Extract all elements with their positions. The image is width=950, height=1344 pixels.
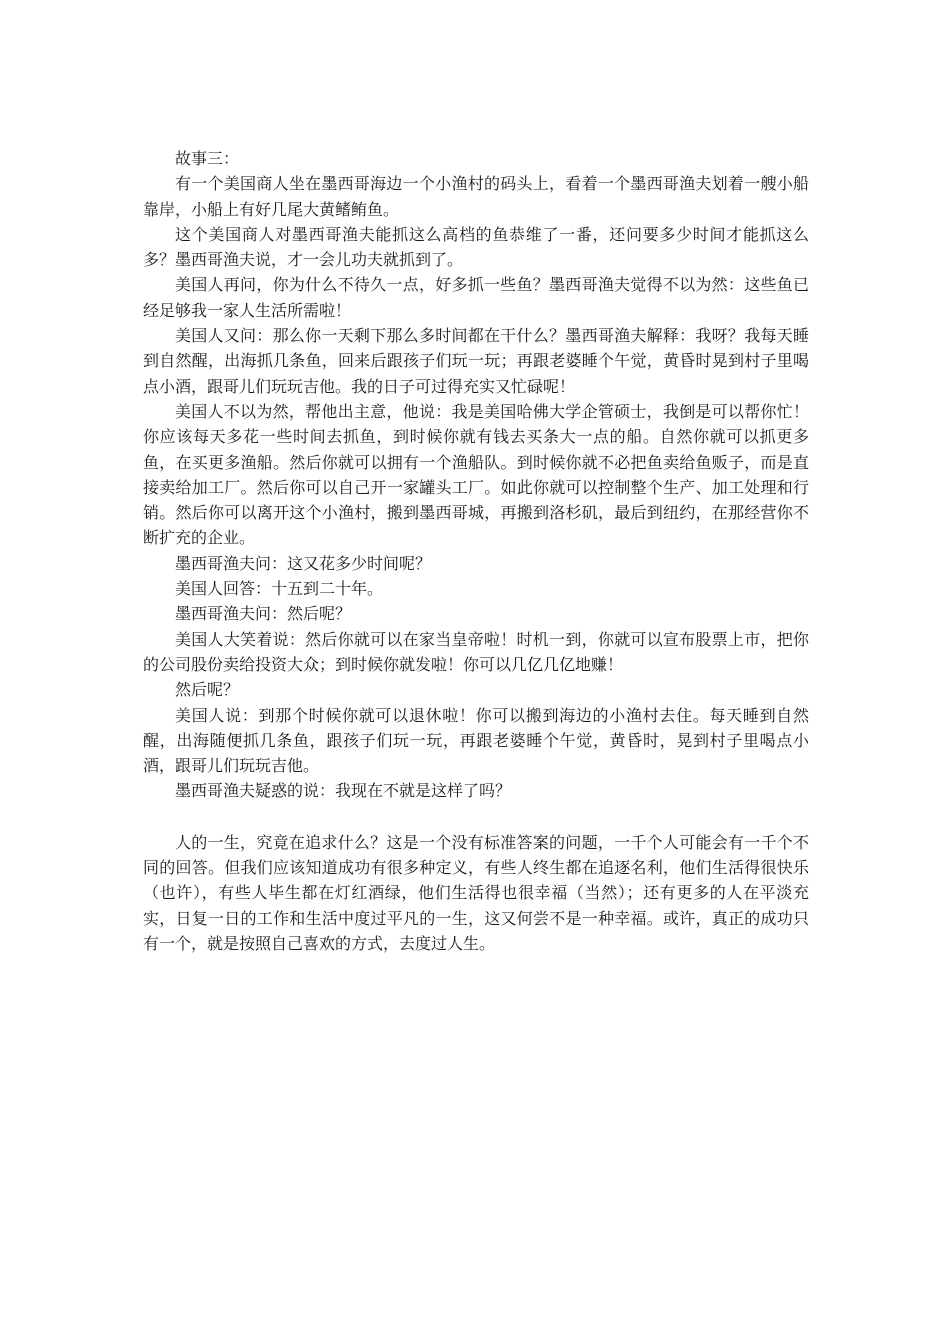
story-paragraph: 墨西哥渔夫问：这又花多少时间呢？ — [175, 553, 432, 573]
story-paragraph: 这个美国商人对墨西哥渔夫能抓这么高档的鱼恭维了一番，还问要多少时间才能抓这么多？墨西哥渔夫说，才一会儿功夫就抓到了。 — [143, 224, 809, 270]
paragraph-spacer — [143, 804, 809, 830]
story-paragraph: 美国人大笑着说：然后你就可以在家当皇帝啦！时机一到，你就可以宣布股票上市，把你的公司股份卖给投资大众；到时候你就发啦！你可以几亿几亿地赚！ — [143, 629, 809, 674]
story-paragraph: 美国人回答：十五到二十年。 — [175, 579, 384, 599]
story-paragraph: 有一个美国商人坐在墨西哥海边一个小渔村的码头上，看着一个墨西哥渔夫划着一艘小船靠岸，小船上有好几尾大黄鳍鲔鱼。 — [143, 174, 809, 219]
story-paragraph: 美国人再问，你为什么不待久一点，好多抓一些鱼？墨西哥渔夫觉得不以为然：这些鱼已经足够我一家人生活所需啦！ — [143, 275, 809, 320]
story-paragraph: 美国人说：到那个时候你就可以退休啦！你可以搬到海边的小渔村去住。每天睡到自然醒，出海随便抓几条鱼，跟孩子们玩一玩，再跟老婆睡个午觉，黄昏时，晃到村子里喝点小酒，跟哥儿们玩玩吉他。 — [143, 705, 809, 776]
story-paragraph: 美国人不以为然，帮他出主意，他说：我是美国哈佛大学企管硕士，我倒是可以帮你忙！你应该每天多花一些时间去抓鱼，到时候你就有钱去买条大一点的船。自然你就可以抓更多鱼，在买更多渔船。然后你就可以拥有一个渔船队。到时候你就不必把鱼卖给鱼贩子，而是直接卖给加工厂。然后你可以自己开一家罐头工厂。如此你就可以控制整个生产、加工处理和行销。然后你可以离开这个小渔村，搬到墨西哥城，再搬到洛杉矶，最后到纽约，在那经营你不断扩充的企业。 — [143, 401, 809, 548]
story-paragraph: 墨西哥渔夫疑惑的说：我现在不就是这样了吗？ — [175, 781, 512, 801]
story-paragraph: 墨西哥渔夫问：然后呢？ — [175, 604, 352, 624]
conclusion-paragraph: 人的一生，究竟在追求什么？这是一个没有标准答案的问题，一千个人可能会有一千个不同的回答。但我们应该知道成功有很多种定义，有些人终生都在追逐名利，他们生活得很快乐（也许），有些人毕生都在灯红酒绿，他们生活得也很幸福（当然）；还有更多的人在平淡充实，日复一日的工作和生活中度过平凡的一生，这又何尝不是一种幸福。或许，真正的成功只有一个，就是按照自己喜欢的方式，去度过人生。 — [143, 832, 809, 953]
document-body — [143, 146, 809, 956]
story-heading: 故事三： — [175, 149, 240, 168]
story-paragraph: 然后呢？ — [175, 680, 240, 700]
story-paragraph: 美国人又问：那么你一天剩下那么多时间都在干什么？墨西哥渔夫解释：我呀？我每天睡到自然醒，出海抓几条鱼，回来后跟孩子们玩一玩；再跟老婆睡个午觉，黄昏时晃到村子里喝点小酒，跟哥儿们玩玩吉他。我的日子可过得充实又忙碌呢！ — [143, 326, 809, 396]
